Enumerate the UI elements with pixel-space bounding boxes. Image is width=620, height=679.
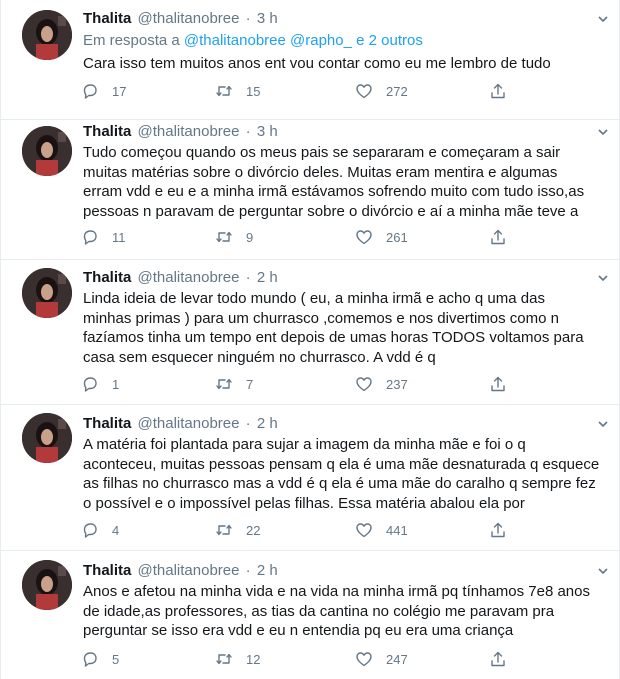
- chevron-down-icon[interactable]: [596, 271, 610, 285]
- timestamp[interactable]: 3 h: [256, 123, 278, 140]
- tweet[interactable]: [1, 120, 619, 260]
- share-icon: [489, 650, 507, 668]
- reply-icon: [81, 228, 99, 246]
- tweet-actions: [81, 226, 521, 248]
- chevron-down-icon[interactable]: [596, 564, 610, 578]
- like-button[interactable]: [355, 519, 408, 541]
- separator: ·: [245, 415, 251, 432]
- retweet-count: 12: [246, 651, 261, 667]
- tweet[interactable]: [1, 260, 619, 405]
- author-handle[interactable]: @thalitanobree: [137, 562, 240, 579]
- like-button[interactable]: [355, 373, 408, 395]
- reply-button[interactable]: [81, 373, 119, 395]
- heart-icon: [355, 375, 373, 393]
- chevron-down-icon[interactable]: [596, 417, 610, 431]
- retweet-count: 22: [246, 522, 261, 538]
- retweet-button[interactable]: [215, 80, 260, 102]
- reply-count: 4: [112, 522, 120, 538]
- retweet-icon: [215, 228, 233, 246]
- retweet-button[interactable]: [215, 648, 260, 670]
- reply-mentions-link[interactable]: @thalitanobree @rapho_ e 2 outros: [183, 32, 423, 49]
- retweet-icon: [215, 375, 233, 393]
- author-name[interactable]: Thalita: [83, 269, 132, 286]
- timestamp[interactable]: 2 h: [256, 562, 278, 579]
- tweet[interactable]: [1, 0, 619, 120]
- author-name[interactable]: Thalita: [83, 123, 132, 140]
- reply-count: 1: [112, 376, 120, 392]
- heart-icon: [355, 521, 373, 539]
- tweet-actions: [81, 80, 521, 102]
- avatar[interactable]: [22, 413, 72, 463]
- reply-count: 5: [112, 651, 120, 667]
- share-button[interactable]: [489, 373, 507, 395]
- share-button[interactable]: [489, 226, 507, 248]
- tweet-text: A matéria foi plantada para sujar a imagem da minha mãe e foi o q aconteceu, muitas pessoas pensam q ela é uma mãe desnaturada q esquece as filhas no churrasco mas a vdd é q ela é uma mãe do caralho q sempre fez o possível e o impossível pelas filhas. Essa matéria abalou ela por: [83, 436, 600, 512]
- avatar[interactable]: [22, 10, 72, 60]
- separator: ·: [245, 10, 251, 27]
- heart-icon: [355, 650, 373, 668]
- reply-icon: [81, 521, 99, 539]
- tweet[interactable]: [1, 551, 619, 679]
- like-button[interactable]: [355, 648, 408, 670]
- tweet-actions: [81, 519, 521, 541]
- author-handle[interactable]: @thalitanobree: [137, 269, 240, 286]
- reply-icon: [81, 375, 99, 393]
- reply-button[interactable]: [81, 648, 119, 670]
- like-count: 261: [386, 229, 408, 245]
- tweet-text: Tudo começou quando os meus pais se separaram e começaram a sair muitas matérias sobre o divórcio deles. Muitas eram mentira e algumas erram vdd e eu e a minha irmã estávamos sofrendo muito com tudo isso,as pessoas n paravam de perguntar sobre o divórcio e aí a minha mãe teve a: [83, 144, 585, 220]
- separator: ·: [245, 123, 251, 140]
- author-name[interactable]: Thalita: [83, 10, 132, 27]
- tweet-text: Cara isso tem muitos anos ent vou contar como eu me lembro de tudo: [83, 55, 551, 72]
- heart-icon: [355, 82, 373, 100]
- reply-count: 17: [112, 83, 127, 99]
- retweet-count: 9: [246, 229, 254, 245]
- avatar[interactable]: [22, 560, 72, 610]
- tweet-header: [83, 413, 278, 435]
- tweet-header: [83, 8, 278, 30]
- author-handle[interactable]: @thalitanobree: [137, 123, 240, 140]
- like-count: 441: [386, 522, 408, 538]
- author-name[interactable]: Thalita: [83, 415, 132, 432]
- tweet-actions: [81, 648, 521, 670]
- share-button[interactable]: [489, 519, 507, 541]
- tweet-actions: [81, 373, 521, 395]
- share-button[interactable]: [489, 648, 507, 670]
- author-name[interactable]: Thalita: [83, 562, 132, 579]
- tweet-text: Linda ideia de levar todo mundo ( eu, a minha irmã e acho q uma das minhas primas ) para um churrasco ,comemos e nos divertimos como n fazíamos tinha um tempo ent depois de umas horas TODOS voltamos para casa sem esquecer ninguém no churrasco. A vdd é q: [83, 290, 584, 366]
- separator: ·: [245, 269, 251, 286]
- retweet-icon: [215, 521, 233, 539]
- separator: ·: [245, 562, 251, 579]
- reply-prefix: Em resposta a: [83, 32, 180, 49]
- timestamp[interactable]: 3 h: [256, 10, 278, 27]
- reply-count: 11: [112, 229, 126, 245]
- share-icon: [489, 82, 507, 100]
- retweet-button[interactable]: [215, 226, 253, 248]
- like-button[interactable]: [355, 80, 408, 102]
- retweet-button[interactable]: [215, 373, 253, 395]
- heart-icon: [355, 228, 373, 246]
- chevron-down-icon[interactable]: [596, 125, 610, 139]
- author-handle[interactable]: @thalitanobree: [137, 10, 240, 27]
- tweet-header: [83, 267, 278, 289]
- retweet-icon: [215, 82, 233, 100]
- retweet-count: 7: [246, 376, 254, 392]
- retweet-icon: [215, 650, 233, 668]
- reply-icon: [81, 650, 99, 668]
- timestamp[interactable]: 2 h: [256, 415, 278, 432]
- share-icon: [489, 228, 507, 246]
- tweet-header: [83, 560, 278, 582]
- share-icon: [489, 521, 507, 539]
- avatar[interactable]: [22, 268, 72, 318]
- tweet-text: Anos e afetou na minha vida e na vida na minha irmã pq tínhamos 7e8 anos de idade,as professores, as tias da cantina no colégio me paravam pra perguntar se isso era vdd e eu n entendia pq eu era uma criança: [83, 583, 590, 639]
- like-count: 247: [386, 651, 408, 667]
- reply-button[interactable]: [81, 519, 119, 541]
- share-button[interactable]: [489, 80, 507, 102]
- chevron-down-icon[interactable]: [596, 12, 610, 26]
- retweet-count: 15: [246, 83, 261, 99]
- reply-context: [83, 31, 423, 51]
- reply-button[interactable]: [81, 226, 126, 248]
- timestamp[interactable]: 2 h: [256, 269, 278, 286]
- retweet-button[interactable]: [215, 519, 260, 541]
- like-count: 272: [386, 83, 408, 99]
- tweet[interactable]: [1, 405, 619, 551]
- reply-icon: [81, 82, 99, 100]
- like-button[interactable]: [355, 226, 408, 248]
- like-count: 237: [386, 376, 408, 392]
- author-handle[interactable]: @thalitanobree: [137, 415, 240, 432]
- reply-button[interactable]: [81, 80, 126, 102]
- tweet-header: [83, 121, 278, 143]
- avatar[interactable]: [22, 126, 72, 176]
- share-icon: [489, 375, 507, 393]
